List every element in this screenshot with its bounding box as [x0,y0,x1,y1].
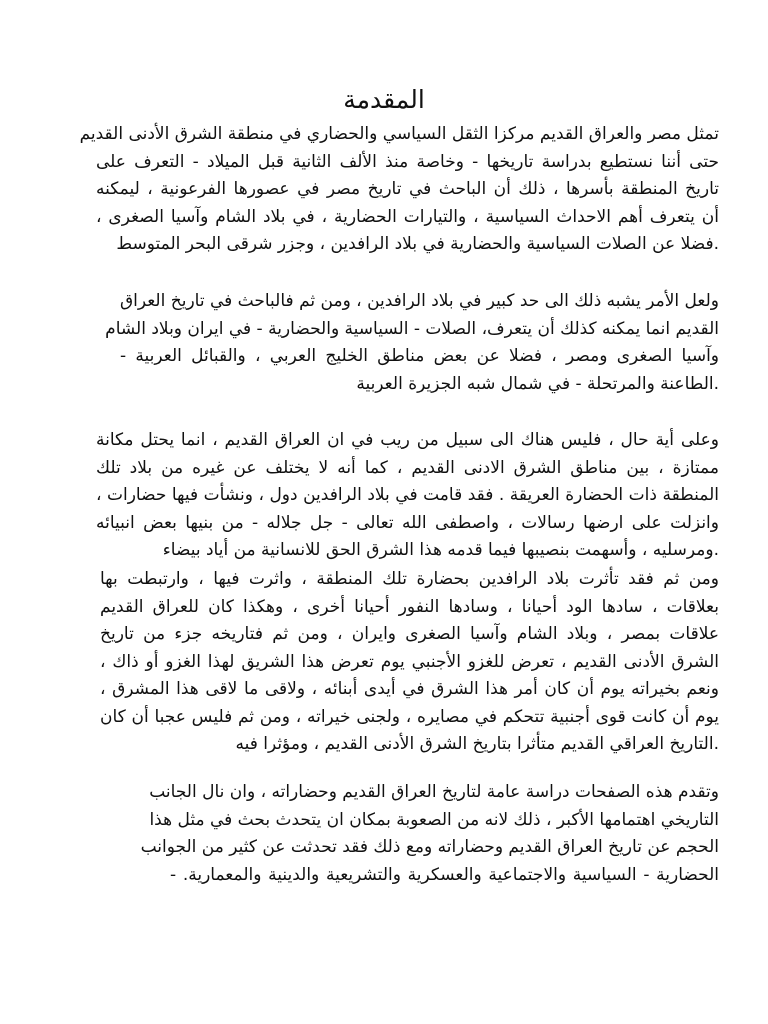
paragraph-relations [100,566,719,759]
paragraph-ancient-iraq-status [96,427,719,565]
paragraph-line: الحضارية - السياسية والاجتماعية والعسكرية والتشريعية والدينية والمعمارية. - [170,864,719,885]
paragraph-line: وعلى أية حال ، فليس هناك الى سبيل من ريب في ان العراق القديم ، انما يحتل مكانة [96,430,719,450]
paragraph-line: الحجم عن تاريخ العراق القديم وحضاراته ومع ذلك فقد تحدثت عن كثير من الجوانب [140,837,719,857]
paragraph-line: الشرق الأدنى القديم ، تعرض للغزو الأجنبي يوم تعرض هذا الشريق لهذا الغزو أو ذاك ، [100,651,719,672]
paragraph-line: وانزلت على ارضها رسالات ، واصطفى الله تعالى - جل جلاله - من بنيها بعض انبيائه [96,512,719,533]
paragraph-line: التاريخي اهتمامها الأكبر ، ذلك لانه من الصعوبة بمكان ان يتحدث بحث في مثل هذا [149,809,719,830]
page-title: المقدمة [343,85,425,114]
paragraph-line: وتقدم هذه الصفحات دراسة عامة لتاريخ العراق القديم وحضاراته ، وان نال الجانب [149,782,719,802]
paragraph-line: .ومرسليه ، وأسهمت بنصيبها فيما قدمه هذا الشرق الحق للانسانية من أياد بيضاء [162,540,719,560]
paragraph-line: المنطقة ذات الحضارة العريقة . فقد قامت في بلاد الرافدين دول ، ونشأت فيها حضارات ، [96,485,719,505]
paragraph-mesopotamia [105,288,719,398]
paragraph-line: تاريخ المنطقة بأسرها ، ذلك أن الباحث في تاريخ مصر في عصورها الفرعونية ، ليمكنه [96,179,719,199]
paragraph-line: ولعل الأمر يشبه ذلك الى حد كبير في بلاد الرافدين ، ومن ثم فالباحث في تاريخ العراق [119,291,719,311]
paragraph-line: .فضلا عن الصلات السياسية والحضارية في بلاد الرافدين ، وجزر شرقى البحر المتوسط [116,234,719,254]
paragraph-line: ومن ثم فقد تأثرت بلاد الرافدين بحضارة تلك المنطقة ، واثرت فيها ، وارتبطت بها [100,569,719,589]
paragraph-introduction [79,121,719,259]
paragraph-line: يوم أن كانت قوى أجنبية تتحكم في مصايره ، ولجنى خيراته ، ومن ثم فليس عجبا أن كان [100,706,719,727]
paragraph-line: .التاريخ العراقي القديم متأثرا بتاريخ الشرق الأدنى القديم ، ومؤثرا فيه [235,734,719,754]
paragraph-study-scope [140,779,719,889]
paragraph-line: حتى أننا نستطيع بدراسة تاريخها - وخاصة منذ الألف الثانية قبل الميلاد - التعرف على [96,151,719,172]
paragraph-line: ونعم بخيراته يوم أن كان أمر هذا الشرق في أيدى أبنائه ، ولاقى ما لاقى هذا المشرق ، [100,679,719,699]
paragraph-line: وآسيا الصغرى ومصر ، فضلا عن بعض مناطق الخليج العربي ، والقبائل العربية - [120,346,719,366]
paragraph-line: أن يتعرف أهم الاحداث السياسية ، والتيارات الحضارية ، في بلاد الشام وآسيا الصغرى ، [96,206,719,227]
paragraph-line: ممتازة ، بين مناطق الشرق الادنى القديم ، كما أنه لا يختلف عن غيره من بلاد تلك [96,457,719,478]
paragraph-line: .الطاعنة والمرتحلة - في شمال شبه الجزيرة العربية [356,373,719,394]
paragraph-line: تمثل مصر والعراق القديم مركزا الثقل السياسي والحضاري في منطقة الشرق الأدنى القديم [79,124,719,144]
paragraph-line: القديم انما يمكنه كذلك أن يتعرف، الصلات - السياسية والحضارية - في ايران وبلاد الشام [105,318,719,339]
paragraph-line: علاقات بمصر ، وبلاد الشام وآسيا الصغرى وايران ، ومن ثم فتاريخه جزء من تاريخ [100,624,719,644]
paragraph-line: بعلاقات ، سادها الود أحيانا ، وسادها النفور أحيانا أخرى ، وهكذا كان للعراق القديم [100,596,719,617]
